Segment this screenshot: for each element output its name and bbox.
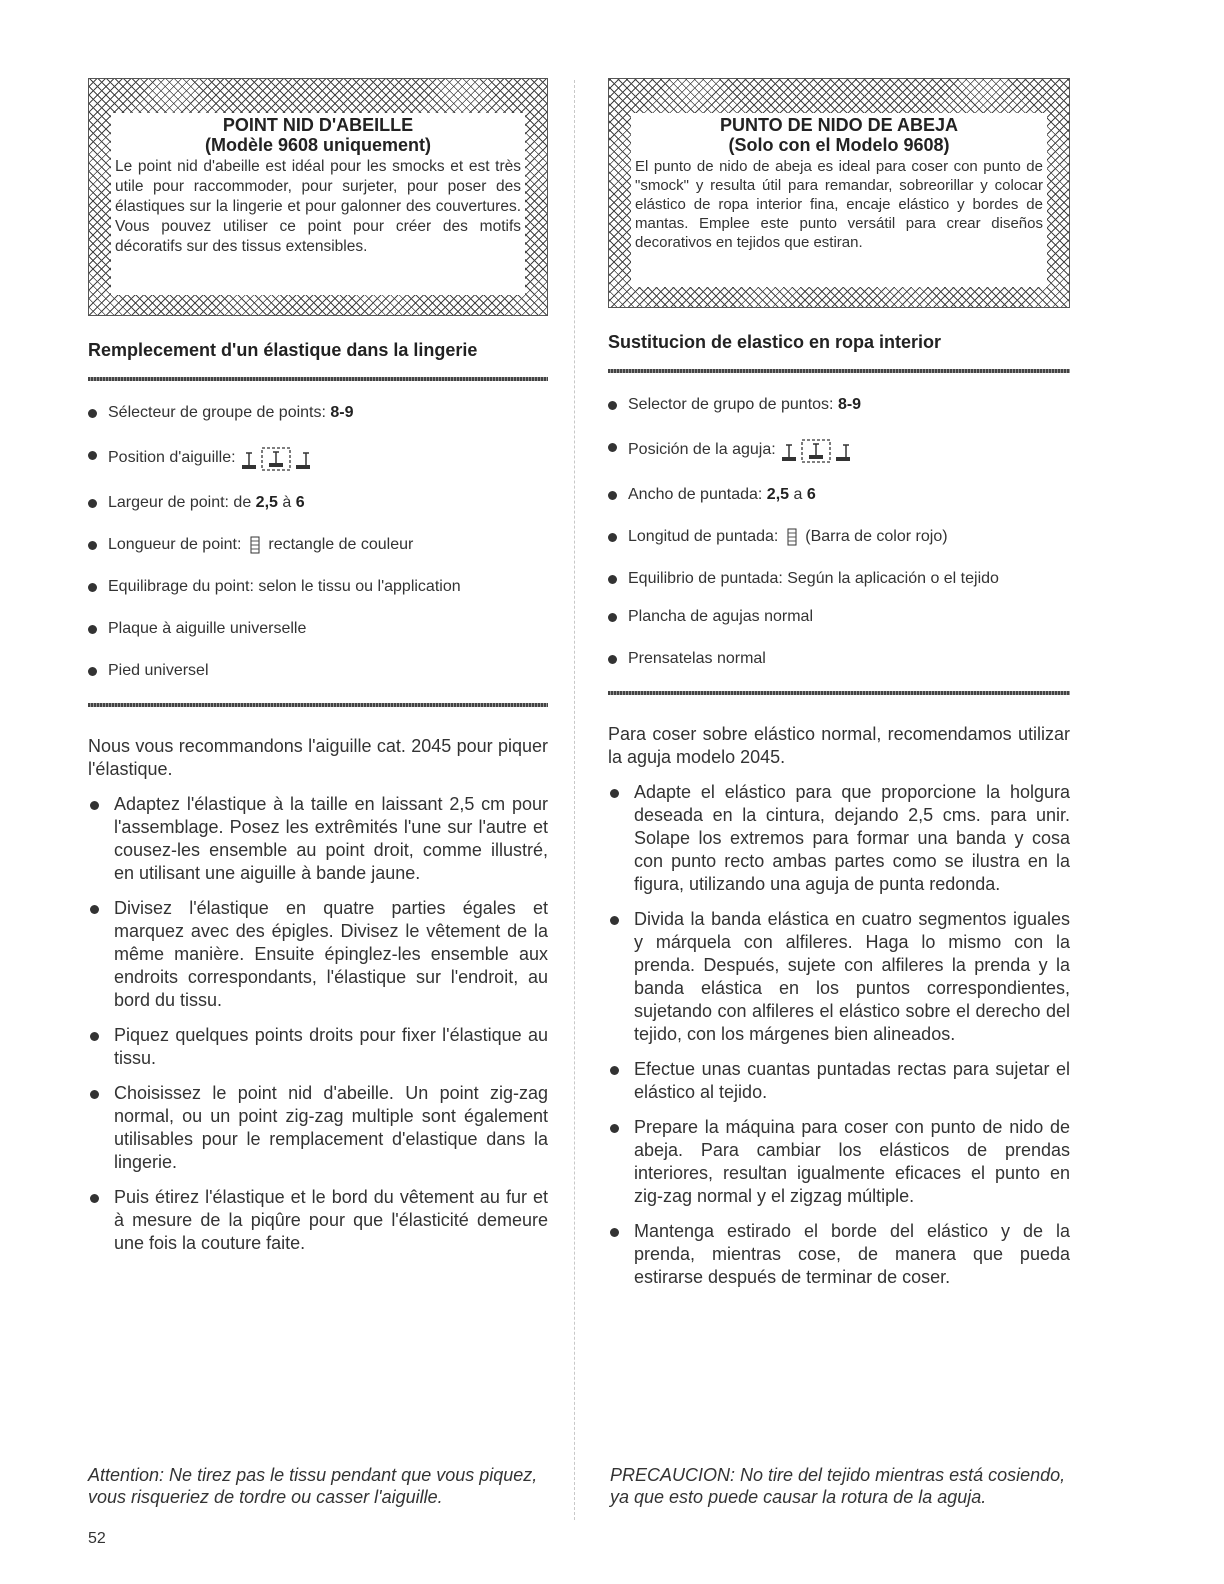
setting-width: Largeur de point: de 2,5 à 6 bbox=[88, 493, 548, 513]
setting-foot: Pied universel bbox=[88, 661, 548, 681]
bullet-icon bbox=[610, 789, 619, 798]
box-body: Le point nid d'abeille est idéal pour les smocks et est très utile pour raccommoder, pour surjeter, pour poser des élastiques sur la lingerie et pour galonner des couvertures. Vous pouvez utiliser ce point pour créer des motifs décoratifs sur des tissus extensibles. bbox=[115, 158, 521, 255]
settings-rule bbox=[608, 691, 1070, 695]
setting-length: Longueur de point: rectangle de couleur bbox=[88, 535, 548, 555]
bullet-icon bbox=[88, 667, 97, 676]
box-subtitle: (Modèle 9608 uniquement) bbox=[204, 135, 432, 155]
stitch-info-box-es-content bbox=[631, 113, 1047, 287]
step-item: Piquez quelques points droits pour fixer l'élastique au tissu. bbox=[88, 1024, 548, 1070]
setting-needle-position: Posición de la aguja: bbox=[608, 437, 1070, 463]
settings-list-fr bbox=[88, 403, 548, 681]
section-heading-fr: Remplecement d'un élastique dans la lingerie bbox=[88, 340, 478, 360]
intro-text: Para coser sobre elástico normal, recomendamos utilizar la aguja modelo 2045. bbox=[608, 724, 1070, 767]
settings-rule bbox=[88, 703, 548, 707]
section-heading-es: Sustitucion de elastico en ropa interior bbox=[608, 332, 942, 352]
bullet-icon bbox=[90, 905, 99, 914]
settings-list-es bbox=[608, 395, 1070, 669]
bullet-icon bbox=[90, 1090, 99, 1099]
bullet-icon bbox=[90, 801, 99, 810]
setting-plate: Plancha de agujas normal bbox=[608, 607, 1070, 627]
intro-text: Nous vous recommandons l'aiguille cat. 2045 pour piquer l'élastique. bbox=[88, 736, 548, 779]
box-title: PUNTO DE NIDO DE ABEJA bbox=[719, 115, 959, 135]
step-item: Adaptez l'élastique à la taille en laissant 2,5 cm pour l'assemblage. Posez les extrêmités l'une sur l'autre et cousez-les ensemble au point droit, comme illustré, en utilisant une aiguille à bande jaune. bbox=[88, 793, 548, 885]
setting-selector: Selector de grupo de puntos: 8-9 bbox=[608, 395, 1070, 415]
needle-position-icon bbox=[240, 445, 316, 471]
setting-length: Longitud de puntada: (Barra de color rojo) bbox=[608, 527, 1070, 547]
bullet-icon bbox=[88, 583, 97, 592]
bullet-icon bbox=[88, 409, 97, 418]
bullet-icon bbox=[608, 443, 617, 452]
bullet-icon bbox=[90, 1194, 99, 1203]
bullet-icon bbox=[610, 1066, 619, 1075]
color-rectangle-icon bbox=[250, 536, 260, 554]
heading-rule bbox=[88, 377, 548, 381]
bullet-icon bbox=[610, 1124, 619, 1133]
step-item: Divisez l'élastique en quatre parties égales et marquez avec des épigles. Divisez le vêtement de la même manière. Ensuite épinglez-les ensemble aux endroits correspondants, l'élastique sur l'endroit, au bord du tissu. bbox=[88, 897, 548, 1012]
stitch-info-box-fr-content bbox=[111, 113, 525, 295]
bullet-icon bbox=[610, 1228, 619, 1237]
caution-note-fr: Attention: Ne tirez pas le tissu pendant que vous piquez, vous risqueriez de tordre ou casser l'aiguille. bbox=[88, 1465, 538, 1507]
bullet-icon bbox=[90, 1032, 99, 1041]
step-item: Adapte el elástico para que proporcione la holgura deseada en la cintura, dejando 2,5 cms. para unir. Solape los extremos para formar una banda y cosa con punto recto ambas partes como se ilustra en la figura, utilizando una aguja de punta redonda. bbox=[608, 781, 1070, 896]
bullet-icon bbox=[608, 401, 617, 410]
setting-selector: Sélecteur de groupe de points: 8-9 bbox=[88, 403, 548, 423]
step-item: Divida la banda elástica en cuatro segmentos iguales y márquela con alfileres. Haga lo mismo con la prenda. Después, sujete con alfileres la prenda y la banda elástica en los puntos correspondientes, sujetando con alfileres el elástico sobre el derecho del tejido, con los márgenes bien alineados. bbox=[608, 908, 1070, 1046]
bullet-icon bbox=[610, 916, 619, 925]
page-number: 52 bbox=[88, 1530, 106, 1547]
setting-needle-position: Position d'aiguille: bbox=[88, 445, 548, 471]
bullet-icon bbox=[608, 655, 617, 664]
color-rectangle-icon bbox=[787, 528, 797, 546]
needle-position-icon bbox=[780, 437, 856, 463]
bullet-icon bbox=[88, 499, 97, 508]
setting-foot: Prensatelas normal bbox=[608, 649, 1070, 669]
column-divider bbox=[574, 80, 575, 1520]
setting-plate: Plaque à aiguille universelle bbox=[88, 619, 548, 639]
setting-width: Ancho de puntada: 2,5 a 6 bbox=[608, 485, 1070, 505]
bullet-icon bbox=[608, 575, 617, 584]
steps-list-fr bbox=[88, 793, 548, 1255]
step-item: Puis étirez l'élastique et le bord du vêtement au fur et à mesure de la piqûre pour que l'élasticité demeure une fois la couture faite. bbox=[88, 1186, 548, 1255]
box-body: El punto de nido de abeja es ideal para coser con punto de "smock" y resulta útil para remandar, sobreorillar y colocar elástico de ropa interior fina, encaje elástico y bordes de mantas. Emplee este punto versátil para crear diseños decorativos en tejidos que estiran. bbox=[635, 158, 1043, 251]
box-title: POINT NID D'ABEILLE bbox=[222, 115, 414, 135]
step-item: Mantenga estirado el borde del elástico y de la prenda, mientras cose, de manera que pueda estirarse después de terminar de coser. bbox=[608, 1220, 1070, 1289]
setting-balance: Equilibrage du point: selon le tissu ou l'application bbox=[88, 577, 548, 597]
bullet-icon bbox=[88, 541, 97, 550]
box-subtitle: (Solo con el Modelo 9608) bbox=[728, 135, 950, 155]
bullet-icon bbox=[88, 625, 97, 634]
step-item: Choisissez le point nid d'abeille. Un point zig-zag normal, ou un point zig-zag multiple sont également utilisables pour le remplacement d'elastique dans la lingerie. bbox=[88, 1082, 548, 1174]
caution-note-es: PRECAUCION: No tire del tejido mientras está cosiendo, ya que esto puede causar la rotura de la aguja. bbox=[610, 1465, 1066, 1507]
bullet-icon bbox=[608, 613, 617, 622]
step-item: Prepare la máquina para coser con punto de nido de abeja. Para cambiar los elásticos de prendas interiores, resultan igualmente eficaces el punto en zig-zag normal y el zigzag múltiple. bbox=[608, 1116, 1070, 1208]
step-item: Efectue unas cuantas puntadas rectas para sujetar el elástico al tejido. bbox=[608, 1058, 1070, 1104]
bullet-icon bbox=[608, 533, 617, 542]
heading-rule bbox=[608, 369, 1070, 373]
bullet-icon bbox=[608, 491, 617, 500]
setting-balance: Equilibrio de puntada: Según la aplicación o el tejido bbox=[608, 569, 1070, 589]
steps-list-es bbox=[608, 781, 1070, 1289]
bullet-icon bbox=[88, 451, 97, 460]
french-column bbox=[88, 78, 548, 1267]
stitch-info-box-fr bbox=[88, 78, 548, 316]
stitch-info-box-es bbox=[608, 78, 1070, 308]
spanish-column bbox=[608, 78, 1070, 1301]
